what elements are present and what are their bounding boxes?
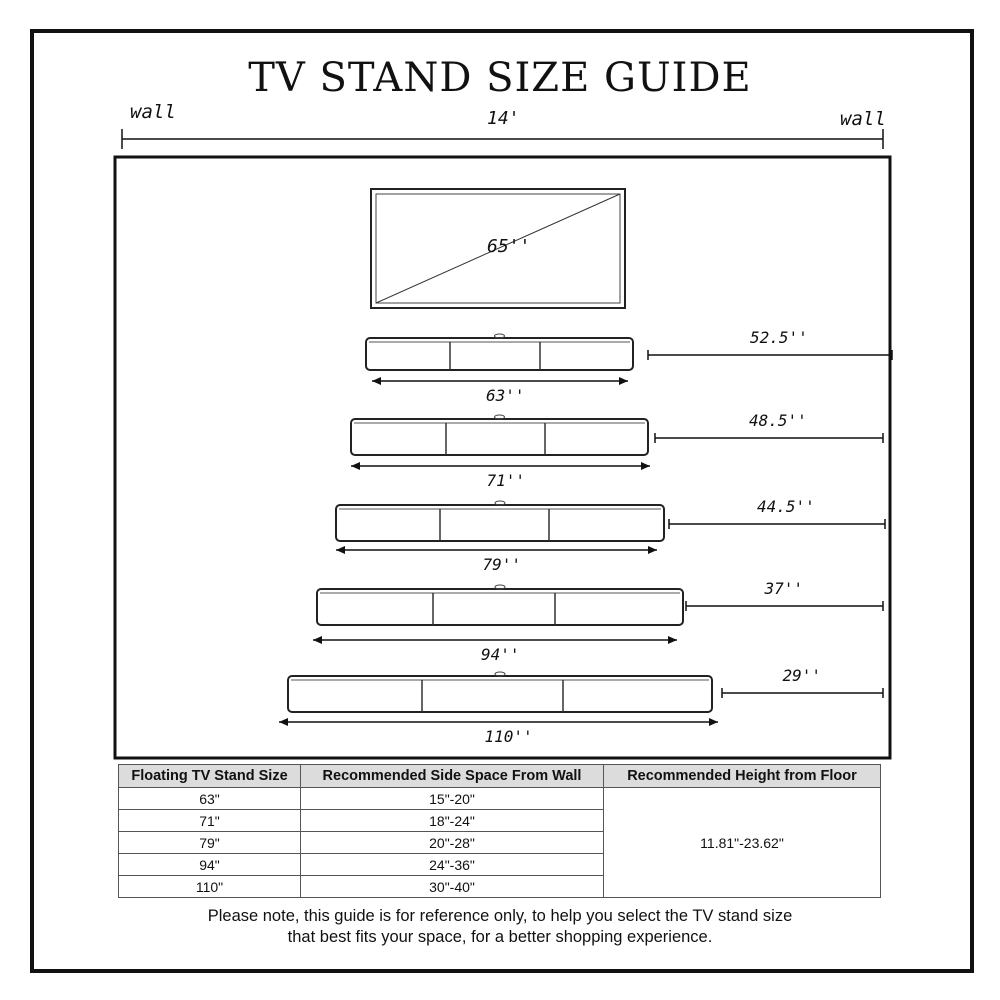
cell-side-space: 24"-36" <box>301 854 604 876</box>
cell-size: 79" <box>119 832 301 854</box>
room-dimension <box>122 101 886 149</box>
arrow-right-icon <box>641 462 650 470</box>
side-space-label: 48.5'' <box>749 411 807 430</box>
tv-size-label: 65'' <box>487 236 531 257</box>
note-line-2: that best fits your space, for a better shopping experience. <box>287 928 713 946</box>
page-title: TV STAND SIZE GUIDE <box>248 55 752 101</box>
tv-stand-2 <box>351 411 883 490</box>
stand-width-label: 63'' <box>486 386 525 405</box>
stand-width-label: 71'' <box>486 471 526 490</box>
cell-side-space: 15"-20" <box>301 788 604 810</box>
tv-illustration <box>371 189 625 308</box>
cell-size: 94" <box>119 854 301 876</box>
arrow-left-icon <box>313 636 322 644</box>
arrow-left-icon <box>351 462 360 470</box>
right-wall-label: wall <box>840 108 886 130</box>
table-header-row <box>119 765 881 788</box>
left-wall-label: wall <box>130 101 176 123</box>
side-space-label: 37'' <box>764 579 804 598</box>
arrow-right-icon <box>619 377 628 385</box>
cell-size: 110" <box>119 876 301 898</box>
side-space-label: 52.5'' <box>750 328 808 347</box>
disclaimer-note <box>0 906 1000 948</box>
cell-side-space: 20"-28" <box>301 832 604 854</box>
arrow-left-icon <box>279 718 288 726</box>
stand-width-label: 94'' <box>481 645 520 664</box>
tv-stand-3 <box>336 497 885 574</box>
stand-body <box>288 676 712 712</box>
cell-height-from-floor: 11.81"-23.62" <box>604 788 881 898</box>
stand-body <box>351 419 648 455</box>
header-side-space: Recommended Side Space From Wall <box>301 765 604 788</box>
arrow-left-icon <box>336 546 345 554</box>
tv-stand-1 <box>366 328 892 405</box>
header-height: Recommended Height from Floor <box>604 765 881 788</box>
arrow-right-icon <box>709 718 718 726</box>
cell-size: 71" <box>119 810 301 832</box>
side-space-label: 44.5'' <box>757 497 815 516</box>
cell-side-space: 18"-24" <box>301 810 604 832</box>
side-space-label: 29'' <box>782 666 822 685</box>
cell-size: 63" <box>119 788 301 810</box>
arrow-left-icon <box>372 377 381 385</box>
cell-side-space: 30"-40" <box>301 876 604 898</box>
size-table <box>118 764 881 898</box>
stand-width-label: 110'' <box>484 727 533 746</box>
tv-stand-5 <box>279 666 883 746</box>
tv-stands <box>279 328 892 746</box>
stand-width-label: 79'' <box>482 555 522 574</box>
arrow-right-icon <box>668 636 677 644</box>
stand-body <box>317 589 683 625</box>
arrow-right-icon <box>648 546 657 554</box>
note-line-1: Please note, this guide is for reference only, to help you select the TV stand size <box>207 907 793 925</box>
stand-body <box>366 338 633 370</box>
tv-stand-4 <box>313 579 883 664</box>
table-row <box>119 788 881 810</box>
header-stand-size: Floating TV Stand Size <box>119 765 301 788</box>
stand-body <box>336 505 664 541</box>
room-width-label: 14' <box>487 108 520 129</box>
